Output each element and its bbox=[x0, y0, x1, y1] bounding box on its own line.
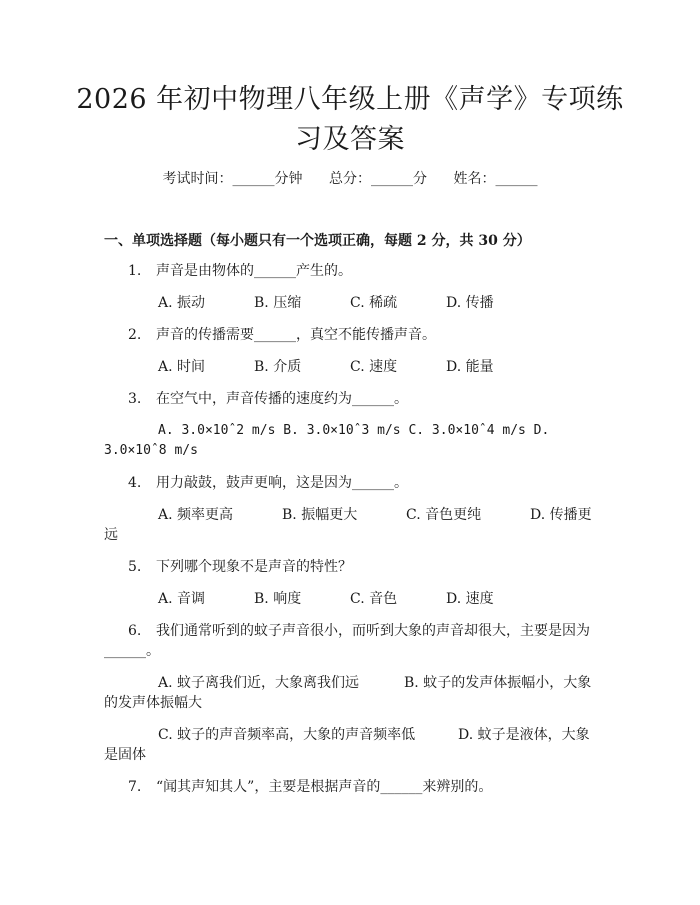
question-number: 6. bbox=[128, 623, 142, 639]
title-line-1: 2026 年初中物理八年级上册《声学》专项练 bbox=[76, 84, 624, 115]
option-b: B. 振幅更大 bbox=[282, 507, 358, 523]
option-d: D. 能量 bbox=[446, 359, 494, 375]
option-c: C. 速度 bbox=[350, 359, 398, 375]
question-text: 下列哪个现象不是声音的特性？ bbox=[156, 559, 352, 575]
question-7 bbox=[128, 778, 492, 796]
question-2-options bbox=[158, 358, 494, 376]
question-number: 1. bbox=[128, 263, 142, 279]
option-c: C. 音色 bbox=[350, 591, 398, 607]
question-text: 我们通常听到的蚊子声音很小，而听到大象的声音却很大，主要是因为 bbox=[156, 623, 590, 639]
question-1-options bbox=[158, 294, 494, 312]
question-1 bbox=[128, 262, 352, 280]
question-3-options-line-2: 3.0×10ˆ8 m/s bbox=[104, 443, 198, 458]
question-4 bbox=[128, 474, 408, 492]
page-title bbox=[60, 80, 640, 160]
option-d: D. 速度 bbox=[446, 591, 494, 607]
section-heading: 一、单项选择题（每小题只有一个选项正确，每题 2 分，共 30 分） bbox=[104, 233, 531, 249]
option-d: D. 传播更 bbox=[530, 507, 592, 523]
question-4-options-wrap: 远 bbox=[104, 527, 118, 543]
option-a: A. 时间 bbox=[158, 359, 206, 375]
option-b: B. 介质 bbox=[254, 359, 302, 375]
question-number: 3. bbox=[128, 391, 142, 407]
title-line-2: 习及答案 bbox=[295, 124, 405, 155]
option-c: C. 蚊子的声音频率高，大象的声音频率低 bbox=[158, 727, 416, 743]
option-c: C. 音色更纯 bbox=[406, 507, 482, 523]
question-6-options-cd bbox=[158, 726, 590, 744]
option-b: B. 蚊子的发声体振幅小，大象 bbox=[404, 675, 592, 691]
exam-time-label: 考试时间：______分钟 bbox=[162, 171, 303, 187]
option-a: A. 蚊子离我们近，大象离我们远 bbox=[158, 675, 360, 691]
question-5-options bbox=[158, 590, 494, 608]
option-d: D. 传播 bbox=[446, 295, 494, 311]
question-number: 5. bbox=[128, 559, 142, 575]
question-number: 2. bbox=[128, 327, 142, 343]
question-2 bbox=[128, 326, 436, 344]
option-b-wrap: 的发声体振幅大 bbox=[104, 695, 202, 711]
question-text: 用力敲鼓，鼓声更响，这是因为______。 bbox=[156, 475, 408, 491]
option-a: A. 振动 bbox=[158, 295, 206, 311]
option-a: A. 频率更高 bbox=[158, 507, 234, 523]
question-text: “闻其声知其人”，主要是根据声音的______来辨别的。 bbox=[156, 779, 493, 795]
question-6-text-wrap: ______。 bbox=[104, 643, 160, 659]
option-c: C. 稀疏 bbox=[350, 295, 398, 311]
question-4-options bbox=[158, 506, 592, 524]
question-5 bbox=[128, 558, 352, 576]
option-b: B. 压缩 bbox=[254, 295, 302, 311]
option-b: B. 响度 bbox=[254, 591, 302, 607]
question-number: 7. bbox=[128, 779, 142, 795]
name-label: 姓名：______ bbox=[453, 171, 538, 187]
option-d: D. 蚊子是液体，大象 bbox=[458, 727, 590, 743]
total-score-label: 总分：______分 bbox=[329, 171, 427, 187]
question-6 bbox=[128, 622, 590, 640]
option-a: A. 音调 bbox=[158, 591, 206, 607]
option-d-wrap: 是固体 bbox=[104, 747, 146, 763]
question-number: 4. bbox=[128, 475, 142, 491]
question-text: 声音是由物体的______产生的。 bbox=[156, 263, 352, 279]
question-6-options-ab bbox=[158, 674, 591, 692]
question-text: 在空气中，声音传播的速度约为______。 bbox=[156, 391, 408, 407]
question-3-options-line-1: A. 3.0×10ˆ2 m/s B. 3.0×10ˆ3 m/s C. 3.0×10ˆ4 m/s D. bbox=[158, 423, 550, 438]
exam-meta bbox=[0, 170, 700, 188]
question-3 bbox=[128, 390, 408, 408]
question-text: 声音的传播需要______，真空不能传播声音。 bbox=[156, 327, 436, 343]
